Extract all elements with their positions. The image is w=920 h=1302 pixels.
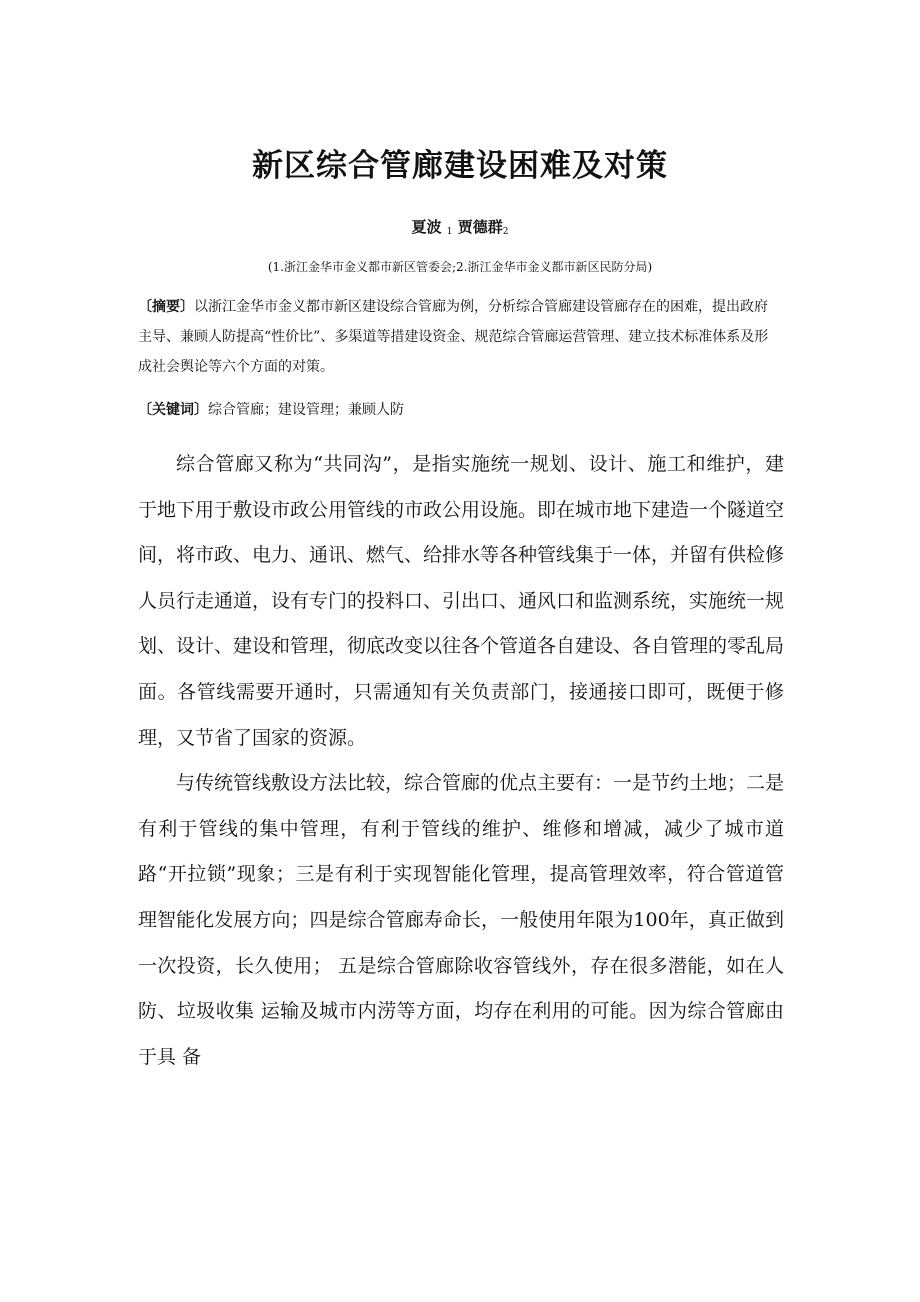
author-affiliation-mark: 2 [502, 227, 509, 237]
author-affiliation-mark: 1 [446, 227, 453, 237]
affiliations: (1.浙江金华市金义都市新区管委会;2.浙江金华市金义都市新区民防分局) [267, 260, 653, 274]
abstract-text: 以浙江金华市金义都市新区建设综合管廊为例，分析综合管廊建设管廊存在的困难，提出政府主导、兼顾人防提高“性价比”、多渠道等措建设资金、规范综合管廊运营管理、建立技术标准体系及形成社会舆论等六个方面的对策。 [138, 299, 769, 375]
body-text [138, 442, 784, 1080]
keywords [138, 398, 778, 422]
author-name: 贾德群 [457, 218, 503, 236]
keywords-label: 〔关键词〕 [138, 402, 208, 418]
abstract-label: 〔摘要〕 [138, 299, 194, 315]
body-paragraph: 与传统管线敷设方法比较，综合管廊的优点主要有：一是节约土地；二是有利于管线的集中管理，有利于管线的维护、维修和增减，减少了城市道路“开拉锁”现象；三是有利于实现智能化管理，提高管理效率，符合管道管理智能化发展方向；四是综合管廊寿命长，一般使用年限为100年，真正做到一次投资，长久使用； 五是综合管廊除收容管线外，存在很多潜能，如在人防、垃圾收集 运输及城市内涝等方面，均存在利用的可能。因为综合管廊由于具 备 [138, 772, 785, 1068]
author-line [0, 216, 920, 237]
author-name: 夏波 [411, 218, 442, 236]
keywords-text: 综合管廊；建设管理；兼顾人防 [208, 402, 404, 418]
abstract [138, 292, 778, 382]
paper-title: 新区综合管廊建设困难及对策 [252, 148, 668, 184]
body-paragraph: 综合管廊又称为“共同沟”，是指实施统一规划、设计、施工和维护，建于地下用于敷设市政公用管线的市政公用设施。即在城市地下建造一个隧道空间，将市政、电力、通讯、燃气、给排水等各种管线集于一体，并留有供检修人员行走通道，设有专门的投料口、引出口、通风口和监测系统，实施统一规划、设计、建设和管理，彻底改变以往各个管道各自建设、各自管理的零乱局面。各管线需要开通时，只需通知有关负责部门，接通接口即可，既便于修理，又节省了国家的资源。 [138, 453, 785, 749]
